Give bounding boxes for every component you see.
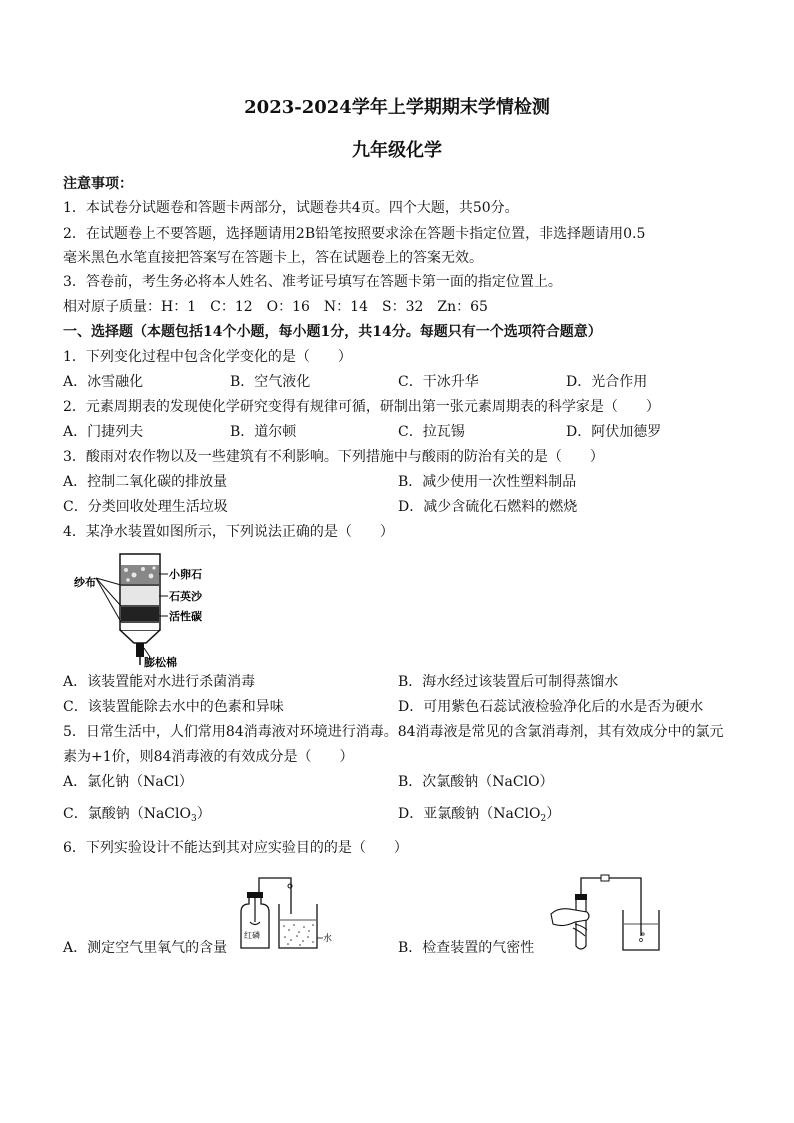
- q5-option-b[interactable]: B．次氯酸钠（NaClO）: [398, 774, 554, 790]
- q1-option-d[interactable]: D．光合作用: [566, 374, 648, 390]
- cotton-label: 膨松棉: [144, 656, 177, 668]
- q5-option-a[interactable]: A．氯化钠（NaCl）: [63, 774, 193, 790]
- q6-option-b[interactable]: B．检查装置的气密性: [398, 940, 535, 956]
- q2-stem: 2．元素周期表的发现使化学研究变得有规律可循，研制出第一张元素周期表的科学家是（ ）: [63, 399, 660, 415]
- sand-label: 石英沙: [169, 590, 202, 603]
- q5-stem: 5．日常生活中，人们常用84消毒液对环境进行消毒。84消毒液是常见的含氯消毒剂，其有效成分中的氯元: [63, 724, 724, 740]
- q3-option-b[interactable]: B．减少使用一次性塑料制品: [398, 474, 577, 490]
- section-heading: 一、选择题（本题包括14个小题，每小题1分，共14分。每题只有一个选项符合题意）: [63, 324, 602, 340]
- exam-subtitle: 九年级化学: [352, 140, 442, 161]
- note-2: 2．在试题卷上不要答题，选择题请用2B铅笔按照要求涂在答题卡指定位置，非选择题请用0.5: [63, 226, 646, 242]
- airtightness-figure: [545, 866, 665, 956]
- q1-stem: 1．下列变化过程中包含化学变化的是（ ）: [63, 349, 352, 365]
- q4-option-b[interactable]: B．海水经过该装置后可制得蒸馏水: [398, 674, 619, 690]
- exam-title: 2023-2024学年上学期期末学情检测: [244, 97, 550, 118]
- q3-option-d[interactable]: D．减少含硫化石燃料的燃烧: [398, 499, 578, 515]
- q1-option-c[interactable]: C．干冰升华: [398, 374, 479, 390]
- water-filter-figure: [66, 548, 246, 668]
- q4-option-d[interactable]: D．可用紫色石蕊试液检验净化后的水是否为硬水: [398, 699, 704, 715]
- note-1: 1．本试卷分试题卷和答题卡两部分，试题卷共4页。四个大题，共50分。: [63, 200, 519, 216]
- q5-option-d[interactable]: [398, 804, 560, 824]
- note-3: 3．答卷前，考生务必将本人姓名、准考证号填写在答题卡第一面的指定位置上。: [63, 274, 562, 290]
- q4-stem: 4．某净水装置如图所示，下列说法正确的是（ ）: [63, 524, 394, 540]
- q4-option-c[interactable]: C．该装置能除去水中的色素和异味: [63, 699, 284, 715]
- q5-stem-cont: 素为+1价，则84消毒液的有效成分是（ ）: [63, 749, 354, 765]
- gauze-label: 纱布: [74, 576, 96, 589]
- q3-option-c[interactable]: C．分类回收处理生活垃圾: [63, 499, 228, 515]
- oxygen-apparatus-figure: [233, 874, 333, 954]
- q4-option-a[interactable]: A．该装置能对水进行杀菌消毒: [63, 674, 256, 690]
- q2-option-c[interactable]: C．拉瓦锡: [398, 424, 465, 440]
- q2-option-a[interactable]: A．门捷列夫: [63, 424, 144, 440]
- red-phosphorus-label: 红磷: [244, 931, 260, 940]
- pebbles-label: 小卵石: [169, 568, 202, 581]
- carbon-label: 活性碳: [169, 610, 202, 623]
- notes-heading: 注意事项：: [63, 176, 133, 192]
- q5-option-c[interactable]: [63, 804, 211, 824]
- q1-option-a[interactable]: A．冰雪融化: [63, 374, 144, 390]
- q3-stem: 3．酸雨对农作物以及一些建筑有不利影响。下列措施中与酸雨的防治有关的是（ ）: [63, 449, 604, 465]
- q5-c-text: C．氯酸钠（NaClO: [63, 806, 191, 822]
- q5-c-sub: 3: [190, 814, 197, 824]
- q6-stem: 6．下列实验设计不能达到其对应实验目的的是（ ）: [63, 840, 408, 856]
- q1-option-b[interactable]: B．空气液化: [230, 374, 311, 390]
- q2-option-b[interactable]: B．道尔顿: [230, 424, 297, 440]
- q6-option-a[interactable]: A．测定空气里氧气的含量: [63, 940, 228, 956]
- note-2-cont: 毫米黑色水笔直接把答案写在答题卡上，答在试题卷上的答案无效。: [63, 250, 483, 266]
- q5-c-close: ）: [196, 806, 211, 822]
- q5-d-text: D．亚氯酸钠（NaClO: [398, 806, 541, 822]
- q5-d-sub: 2: [540, 814, 547, 824]
- atomic-mass: 相对原子质量：H：1 C：12 O：16 N：14 S：32 Zn：65: [63, 299, 488, 315]
- q3-option-a[interactable]: A．控制二氧化碳的排放量: [63, 474, 228, 490]
- q2-option-d[interactable]: D．阿伏加德罗: [566, 424, 662, 440]
- water-label: 水: [323, 934, 333, 944]
- q5-d-close: ）: [546, 806, 561, 822]
